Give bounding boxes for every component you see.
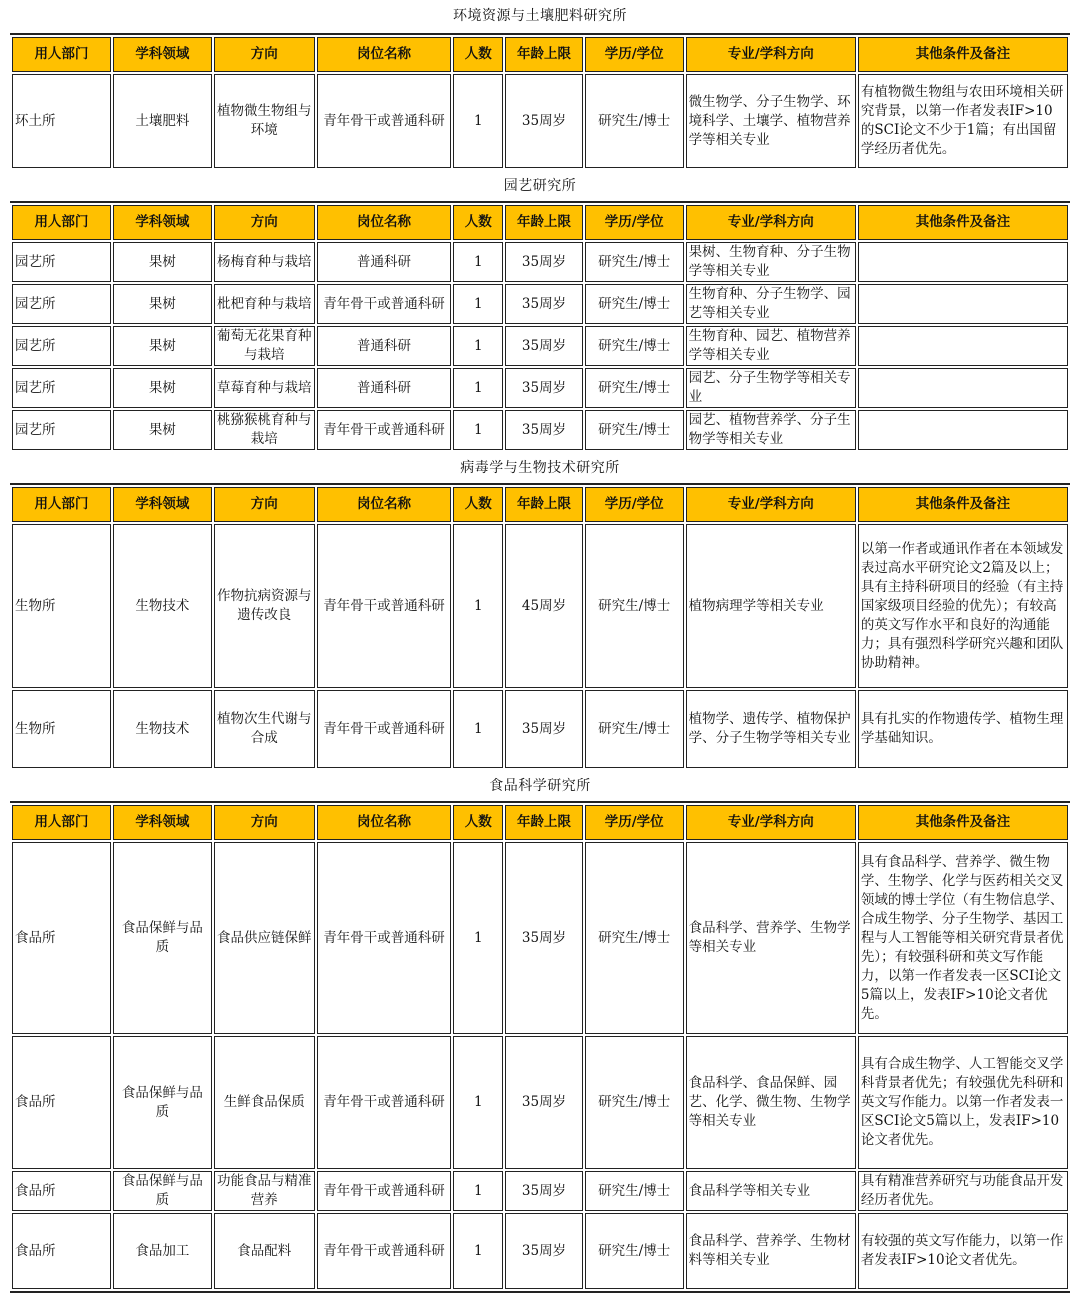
cell-degree: 研究生/博士 — [585, 1171, 684, 1211]
table-row — [12, 368, 1068, 408]
cell-field: 生物技术 — [113, 524, 212, 688]
cell-degree: 研究生/博士 — [585, 326, 684, 366]
cell-age: 35周岁 — [505, 368, 582, 408]
cell-count: 1 — [453, 74, 503, 168]
cell-position: 青年骨干或普通科研 — [317, 1213, 452, 1289]
table-row — [12, 284, 1068, 324]
cell-position: 青年骨干或普通科研 — [317, 410, 452, 450]
header-direction: 方向 — [214, 37, 315, 72]
cell-position: 青年骨干或普通科研 — [317, 842, 452, 1034]
cell-dept: 园艺所 — [12, 410, 111, 450]
table-row — [12, 1171, 1068, 1211]
header-notes: 其他条件及备注 — [858, 37, 1068, 72]
cell-notes — [858, 242, 1068, 282]
cell-position: 普通科研 — [317, 326, 452, 366]
table-row — [12, 410, 1068, 450]
table-row — [12, 242, 1068, 282]
cell-field: 生物技术 — [113, 690, 212, 768]
header-age: 年龄上限 — [505, 487, 582, 522]
cell-age: 35周岁 — [505, 690, 582, 768]
cell-dept: 园艺所 — [12, 242, 111, 282]
cell-count: 1 — [453, 842, 503, 1034]
cell-direction: 功能食品与精准营养 — [214, 1171, 315, 1211]
cell-notes: 具有食品科学、营养学、微生物学、生物学、化学与医药相关交叉领域的博士学位（有生物信息学、合成生物学、分子生物学、基因工程与人工智能等相关研究背景者优先）；有较强科研和英文写作能力，以第一作者发表一区SCI论文5篇以上，发表IF>10论文者优先。 — [858, 842, 1068, 1034]
header-degree: 学历/学位 — [585, 205, 684, 240]
header-field: 学科领域 — [113, 205, 212, 240]
header-degree: 学历/学位 — [585, 487, 684, 522]
cell-field: 食品保鲜与品质 — [113, 1171, 212, 1211]
cell-age: 35周岁 — [505, 1171, 582, 1211]
cell-direction: 植物次生代谢与合成 — [214, 690, 315, 768]
cell-count: 1 — [453, 284, 503, 324]
header-dept: 用人部门 — [12, 487, 111, 522]
cell-age: 35周岁 — [505, 1036, 582, 1169]
cell-count: 1 — [453, 1036, 503, 1169]
cell-field: 果树 — [113, 368, 212, 408]
cell-degree: 研究生/博士 — [585, 842, 684, 1034]
section-table — [10, 485, 1070, 770]
table-row — [12, 524, 1068, 688]
cell-field: 果树 — [113, 410, 212, 450]
cell-dept: 生物所 — [12, 690, 111, 768]
cell-degree: 研究生/博士 — [585, 368, 684, 408]
cell-dept: 生物所 — [12, 524, 111, 688]
cell-count: 1 — [453, 326, 503, 366]
header-degree: 学历/学位 — [585, 805, 684, 840]
header-count: 人数 — [453, 487, 503, 522]
header-position: 岗位名称 — [317, 487, 452, 522]
header-direction: 方向 — [214, 205, 315, 240]
cell-degree: 研究生/博士 — [585, 1036, 684, 1169]
cell-count: 1 — [453, 410, 503, 450]
section-title: 园艺研究所 — [10, 170, 1070, 203]
cell-position: 普通科研 — [317, 242, 452, 282]
header-direction: 方向 — [214, 487, 315, 522]
table-row — [12, 1213, 1068, 1289]
cell-direction: 生鲜食品保质 — [214, 1036, 315, 1169]
cell-dept: 园艺所 — [12, 284, 111, 324]
cell-degree: 研究生/博士 — [585, 242, 684, 282]
header-dept: 用人部门 — [12, 205, 111, 240]
cell-dept: 食品所 — [12, 842, 111, 1034]
cell-major: 园艺、植物营养学、分子生物学等相关专业 — [686, 410, 856, 450]
header-major: 专业/学科方向 — [686, 37, 856, 72]
cell-age: 35周岁 — [505, 284, 582, 324]
cell-direction: 食品供应链保鲜 — [214, 842, 315, 1034]
cell-notes: 有较强的英文写作能力，以第一作者发表IF>10论文者优先。 — [858, 1213, 1068, 1289]
header-row — [12, 487, 1068, 522]
cell-direction: 枇杷育种与栽培 — [214, 284, 315, 324]
cell-field: 土壤肥料 — [113, 74, 212, 168]
header-major: 专业/学科方向 — [686, 205, 856, 240]
header-position: 岗位名称 — [317, 805, 452, 840]
cell-position: 青年骨干或普通科研 — [317, 284, 452, 324]
cell-major: 食品科学、食品保鲜、园艺、化学、微生物、生物学等相关专业 — [686, 1036, 856, 1169]
cell-dept: 食品所 — [12, 1213, 111, 1289]
cell-major: 园艺、分子生物学等相关专业 — [686, 368, 856, 408]
cell-position: 青年骨干或普通科研 — [317, 690, 452, 768]
cell-notes: 具有精准营养研究与功能食品开发经历者优先。 — [858, 1171, 1068, 1211]
cell-major: 植物学、遗传学、植物保护学、分子生物学等相关专业 — [686, 690, 856, 768]
table-row — [12, 1036, 1068, 1169]
cell-dept: 园艺所 — [12, 326, 111, 366]
cell-age: 35周岁 — [505, 842, 582, 1034]
cell-direction: 植物微生物组与环境 — [214, 74, 315, 168]
cell-field: 果树 — [113, 242, 212, 282]
header-count: 人数 — [453, 805, 503, 840]
header-notes: 其他条件及备注 — [858, 205, 1068, 240]
cell-age: 35周岁 — [505, 410, 582, 450]
section-title: 食品科学研究所 — [10, 770, 1070, 803]
cell-age: 35周岁 — [505, 326, 582, 366]
header-row — [12, 205, 1068, 240]
cell-major: 食品科学、营养学、生物学等相关专业 — [686, 842, 856, 1034]
cell-direction: 作物抗病资源与遗传改良 — [214, 524, 315, 688]
cell-dept: 食品所 — [12, 1171, 111, 1211]
cell-count: 1 — [453, 690, 503, 768]
cell-notes — [858, 326, 1068, 366]
cell-major: 植物病理学等相关专业 — [686, 524, 856, 688]
cell-direction: 草莓育种与栽培 — [214, 368, 315, 408]
cell-direction: 葡萄无花果育种与栽培 — [214, 326, 315, 366]
cell-major: 生物育种、分子生物学、园艺等相关专业 — [686, 284, 856, 324]
cell-degree: 研究生/博士 — [585, 524, 684, 688]
cell-position: 青年骨干或普通科研 — [317, 74, 452, 168]
cell-direction: 杨梅育种与栽培 — [214, 242, 315, 282]
section-table — [10, 35, 1070, 170]
cell-degree: 研究生/博士 — [585, 74, 684, 168]
cell-degree: 研究生/博士 — [585, 284, 684, 324]
cell-major: 生物育种、园艺、植物营养学等相关专业 — [686, 326, 856, 366]
cell-notes: 有植物微生物组与农田环境相关研究背景，以第一作者发表IF>10的SCI论文不少于1篇；有出国留学经历者优先。 — [858, 74, 1068, 168]
cell-field: 果树 — [113, 326, 212, 366]
table-row — [12, 842, 1068, 1034]
section-table — [10, 203, 1070, 452]
cell-position: 普通科研 — [317, 368, 452, 408]
header-age: 年龄上限 — [505, 205, 582, 240]
cell-notes — [858, 410, 1068, 450]
cell-dept: 食品所 — [12, 1036, 111, 1169]
header-row — [12, 805, 1068, 840]
section-title: 环境资源与土壤肥料研究所 — [10, 0, 1070, 35]
bottom-divider — [10, 1291, 1070, 1299]
cell-direction: 食品配料 — [214, 1213, 315, 1289]
cell-field: 果树 — [113, 284, 212, 324]
cell-direction: 桃猕猴桃育种与栽培 — [214, 410, 315, 450]
table-row — [12, 326, 1068, 366]
cell-age: 35周岁 — [505, 242, 582, 282]
header-dept: 用人部门 — [12, 805, 111, 840]
cell-major: 食品科学等相关专业 — [686, 1171, 856, 1211]
cell-count: 1 — [453, 1171, 503, 1211]
cell-count: 1 — [453, 524, 503, 688]
header-dept: 用人部门 — [12, 37, 111, 72]
cell-notes: 具有合成生物学、人工智能交叉学科背景者优先；有较强优先科研和英文写作能力。以第一作者发表一区SCI论文5篇以上，发表IF>10论文者优先。 — [858, 1036, 1068, 1169]
cell-field: 食品保鲜与品质 — [113, 1036, 212, 1169]
cell-age: 45周岁 — [505, 524, 582, 688]
header-notes: 其他条件及备注 — [858, 487, 1068, 522]
section-table — [10, 803, 1070, 1291]
cell-degree: 研究生/博士 — [585, 690, 684, 768]
table-row — [12, 74, 1068, 168]
header-count: 人数 — [453, 37, 503, 72]
cell-count: 1 — [453, 1213, 503, 1289]
header-count: 人数 — [453, 205, 503, 240]
cell-dept: 园艺所 — [12, 368, 111, 408]
section-title: 病毒学与生物技术研究所 — [10, 452, 1070, 485]
cell-position: 青年骨干或普通科研 — [317, 524, 452, 688]
cell-position: 青年骨干或普通科研 — [317, 1171, 452, 1211]
recruitment-sheet — [10, 0, 1070, 1299]
header-major: 专业/学科方向 — [686, 805, 856, 840]
cell-position: 青年骨干或普通科研 — [317, 1036, 452, 1169]
cell-notes — [858, 368, 1068, 408]
header-field: 学科领域 — [113, 37, 212, 72]
cell-age: 35周岁 — [505, 1213, 582, 1289]
cell-count: 1 — [453, 242, 503, 282]
cell-degree: 研究生/博士 — [585, 1213, 684, 1289]
header-degree: 学历/学位 — [585, 37, 684, 72]
cell-field: 食品保鲜与品质 — [113, 842, 212, 1034]
cell-notes — [858, 284, 1068, 324]
header-age: 年龄上限 — [505, 805, 582, 840]
header-position: 岗位名称 — [317, 205, 452, 240]
cell-count: 1 — [453, 368, 503, 408]
header-field: 学科领域 — [113, 805, 212, 840]
cell-notes: 以第一作者或通讯作者在本领域发表过高水平研究论文2篇及以上；具有主持科研项目的经验（有主持国家级项目经验的优先）；有较高的英文写作水平和良好的沟通能力；具有强烈科学研究兴趣和团队协助精神。 — [858, 524, 1068, 688]
header-age: 年龄上限 — [505, 37, 582, 72]
header-position: 岗位名称 — [317, 37, 452, 72]
cell-age: 35周岁 — [505, 74, 582, 168]
cell-dept: 环土所 — [12, 74, 111, 168]
header-row — [12, 37, 1068, 72]
header-notes: 其他条件及备注 — [858, 805, 1068, 840]
cell-major: 食品科学、营养学、生物材料等相关专业 — [686, 1213, 856, 1289]
cell-major: 微生物学、分子生物学、环境科学、土壤学、植物营养学等相关专业 — [686, 74, 856, 168]
cell-degree: 研究生/博士 — [585, 410, 684, 450]
cell-field: 食品加工 — [113, 1213, 212, 1289]
header-direction: 方向 — [214, 805, 315, 840]
cell-major: 果树、生物育种、分子生物学等相关专业 — [686, 242, 856, 282]
cell-notes: 具有扎实的作物遗传学、植物生理学基础知识。 — [858, 690, 1068, 768]
table-row — [12, 690, 1068, 768]
header-field: 学科领域 — [113, 487, 212, 522]
header-major: 专业/学科方向 — [686, 487, 856, 522]
